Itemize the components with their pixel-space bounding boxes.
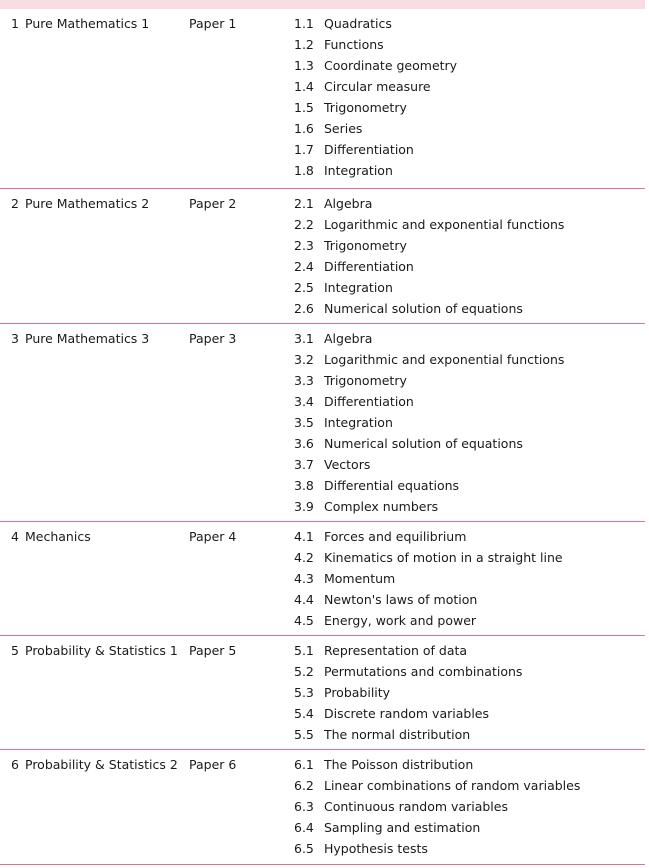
topic-list [294,328,645,517]
topic-number: 6.1 [294,757,314,772]
topic-title: Differential equations [324,478,460,493]
topic-item [294,298,645,319]
topic-item [294,76,645,97]
topic-list [294,193,645,319]
topic-item [294,640,645,661]
topic-item [294,34,645,55]
topic-item [294,754,645,775]
topic-number: 3.4 [294,394,314,409]
topic-number: 4.4 [294,592,314,607]
topic-number: 4.2 [294,550,314,565]
topic-number: 6.5 [294,841,314,856]
component-name: Probability & Statistics 2 [25,757,178,772]
component-row-3 [0,324,645,522]
topic-number: 3.2 [294,352,314,367]
topic-number: 3.7 [294,457,314,472]
topic-title: Kinematics of motion in a straight line [324,550,563,565]
topic-number: 1.7 [294,142,314,157]
topic-item [294,349,645,370]
topic-item [294,256,645,277]
component-number: 2 [11,196,19,211]
topic-item [294,817,645,838]
topic-number: 2.5 [294,280,314,295]
topic-item [294,160,645,181]
topic-number: 5.2 [294,664,314,679]
topic-title: Differentiation [324,259,414,274]
topic-item [294,235,645,256]
component-row-5 [0,636,645,750]
topic-number: 2.1 [294,196,314,211]
topic-title: Representation of data [324,643,468,658]
topic-number: 1.4 [294,79,314,94]
component-row-4 [0,522,645,636]
component-row-6 [0,750,645,865]
topic-title: Functions [324,37,384,52]
topic-item [294,610,645,631]
topic-number: 1.3 [294,58,314,73]
topic-item [294,682,645,703]
topic-item [294,475,645,496]
topic-number: 4.1 [294,529,314,544]
topic-title: Complex numbers [324,499,439,514]
topic-title: Linear combinations of random variables [324,778,581,793]
topic-item [294,526,645,547]
topic-title: Integration [324,415,393,430]
topic-item [294,589,645,610]
component-number: 4 [11,529,19,544]
topic-item [294,412,645,433]
topic-item [294,97,645,118]
component-number: 5 [11,643,19,658]
topic-title: Numerical solution of equations [324,436,523,451]
topic-number: 3.3 [294,373,314,388]
topic-number: 1.8 [294,163,314,178]
topic-number: 3.6 [294,436,314,451]
paper-label: Paper 3 [189,331,237,346]
topic-number: 2.6 [294,301,314,316]
component-name: Probability & Statistics 1 [25,643,178,658]
topic-title: Algebra [324,196,373,211]
topic-title: Probability [324,685,391,700]
syllabus-table [0,9,645,865]
topic-title: Integration [324,280,393,295]
topic-item [294,328,645,349]
topic-number: 6.2 [294,778,314,793]
topic-item [294,193,645,214]
topic-number: 5.5 [294,727,314,742]
component-row-1 [0,9,645,189]
topic-item [294,838,645,859]
table-header-band [0,0,645,9]
topic-number: 1.2 [294,37,314,52]
topic-title: Series [324,121,363,136]
topic-number: 5.1 [294,643,314,658]
topic-title: Newton's laws of motion [324,592,478,607]
paper-label: Paper 4 [189,529,237,544]
topic-title: The normal distribution [324,727,471,742]
topic-title: Differentiation [324,142,414,157]
topic-number: 3.5 [294,415,314,430]
topic-item [294,547,645,568]
topic-item [294,214,645,235]
topic-list [294,754,645,859]
topic-title: Algebra [324,331,373,346]
topic-number: 5.4 [294,706,314,721]
topic-item [294,13,645,34]
topic-item [294,568,645,589]
topic-title: Sampling and estimation [324,820,481,835]
topic-title: Energy, work and power [324,613,477,628]
topic-number: 5.3 [294,685,314,700]
component-number: 1 [11,16,19,31]
topic-number: 6.4 [294,820,314,835]
topic-title: Vectors [324,457,371,472]
topic-title: Discrete random variables [324,706,489,721]
topic-title: Circular measure [324,79,431,94]
topic-title: Coordinate geometry [324,58,458,73]
paper-label: Paper 2 [189,196,237,211]
component-row-2 [0,189,645,324]
topic-title: Hypothesis tests [324,841,428,856]
topic-title: Permutations and combinations [324,664,523,679]
topic-number: 1.6 [294,121,314,136]
topic-item [294,55,645,76]
topic-number: 1.5 [294,100,314,115]
paper-label: Paper 5 [189,643,237,658]
topic-number: 4.5 [294,613,314,628]
topic-list [294,526,645,631]
topic-title: Differentiation [324,394,414,409]
topic-number: 3.9 [294,499,314,514]
topic-item [294,118,645,139]
paper-label: Paper 6 [189,757,237,772]
topic-number: 2.4 [294,259,314,274]
topic-list [294,13,645,181]
paper-label: Paper 1 [189,16,237,31]
topic-number: 3.8 [294,478,314,493]
topic-item [294,775,645,796]
topic-item [294,796,645,817]
topic-title: The Poisson distribution [324,757,474,772]
component-number: 3 [11,331,19,346]
topic-number: 1.1 [294,16,314,31]
topic-item [294,703,645,724]
topic-item [294,139,645,160]
topic-title: Trigonometry [324,238,407,253]
topic-item [294,661,645,682]
component-name: Pure Mathematics 2 [25,196,150,211]
topic-title: Trigonometry [324,373,407,388]
topic-title: Logarithmic and exponential functions [324,217,565,232]
component-name: Pure Mathematics 1 [25,16,150,31]
topic-title: Forces and equilibrium [324,529,467,544]
topic-title: Integration [324,163,393,178]
topic-list [294,640,645,745]
component-name: Mechanics [25,529,91,544]
topic-item [294,277,645,298]
topic-item [294,454,645,475]
topic-title: Quadratics [324,16,392,31]
topic-number: 4.3 [294,571,314,586]
topic-title: Numerical solution of equations [324,301,523,316]
topic-item [294,724,645,745]
topic-title: Trigonometry [324,100,407,115]
topic-title: Logarithmic and exponential functions [324,352,565,367]
topic-item [294,496,645,517]
topic-number: 2.3 [294,238,314,253]
topic-number: 6.3 [294,799,314,814]
topic-item [294,391,645,412]
topic-title: Momentum [324,571,396,586]
component-name: Pure Mathematics 3 [25,331,150,346]
topic-number: 2.2 [294,217,314,232]
component-number: 6 [11,757,19,772]
topic-title: Continuous random variables [324,799,508,814]
topic-number: 3.1 [294,331,314,346]
topic-item [294,433,645,454]
topic-item [294,370,645,391]
